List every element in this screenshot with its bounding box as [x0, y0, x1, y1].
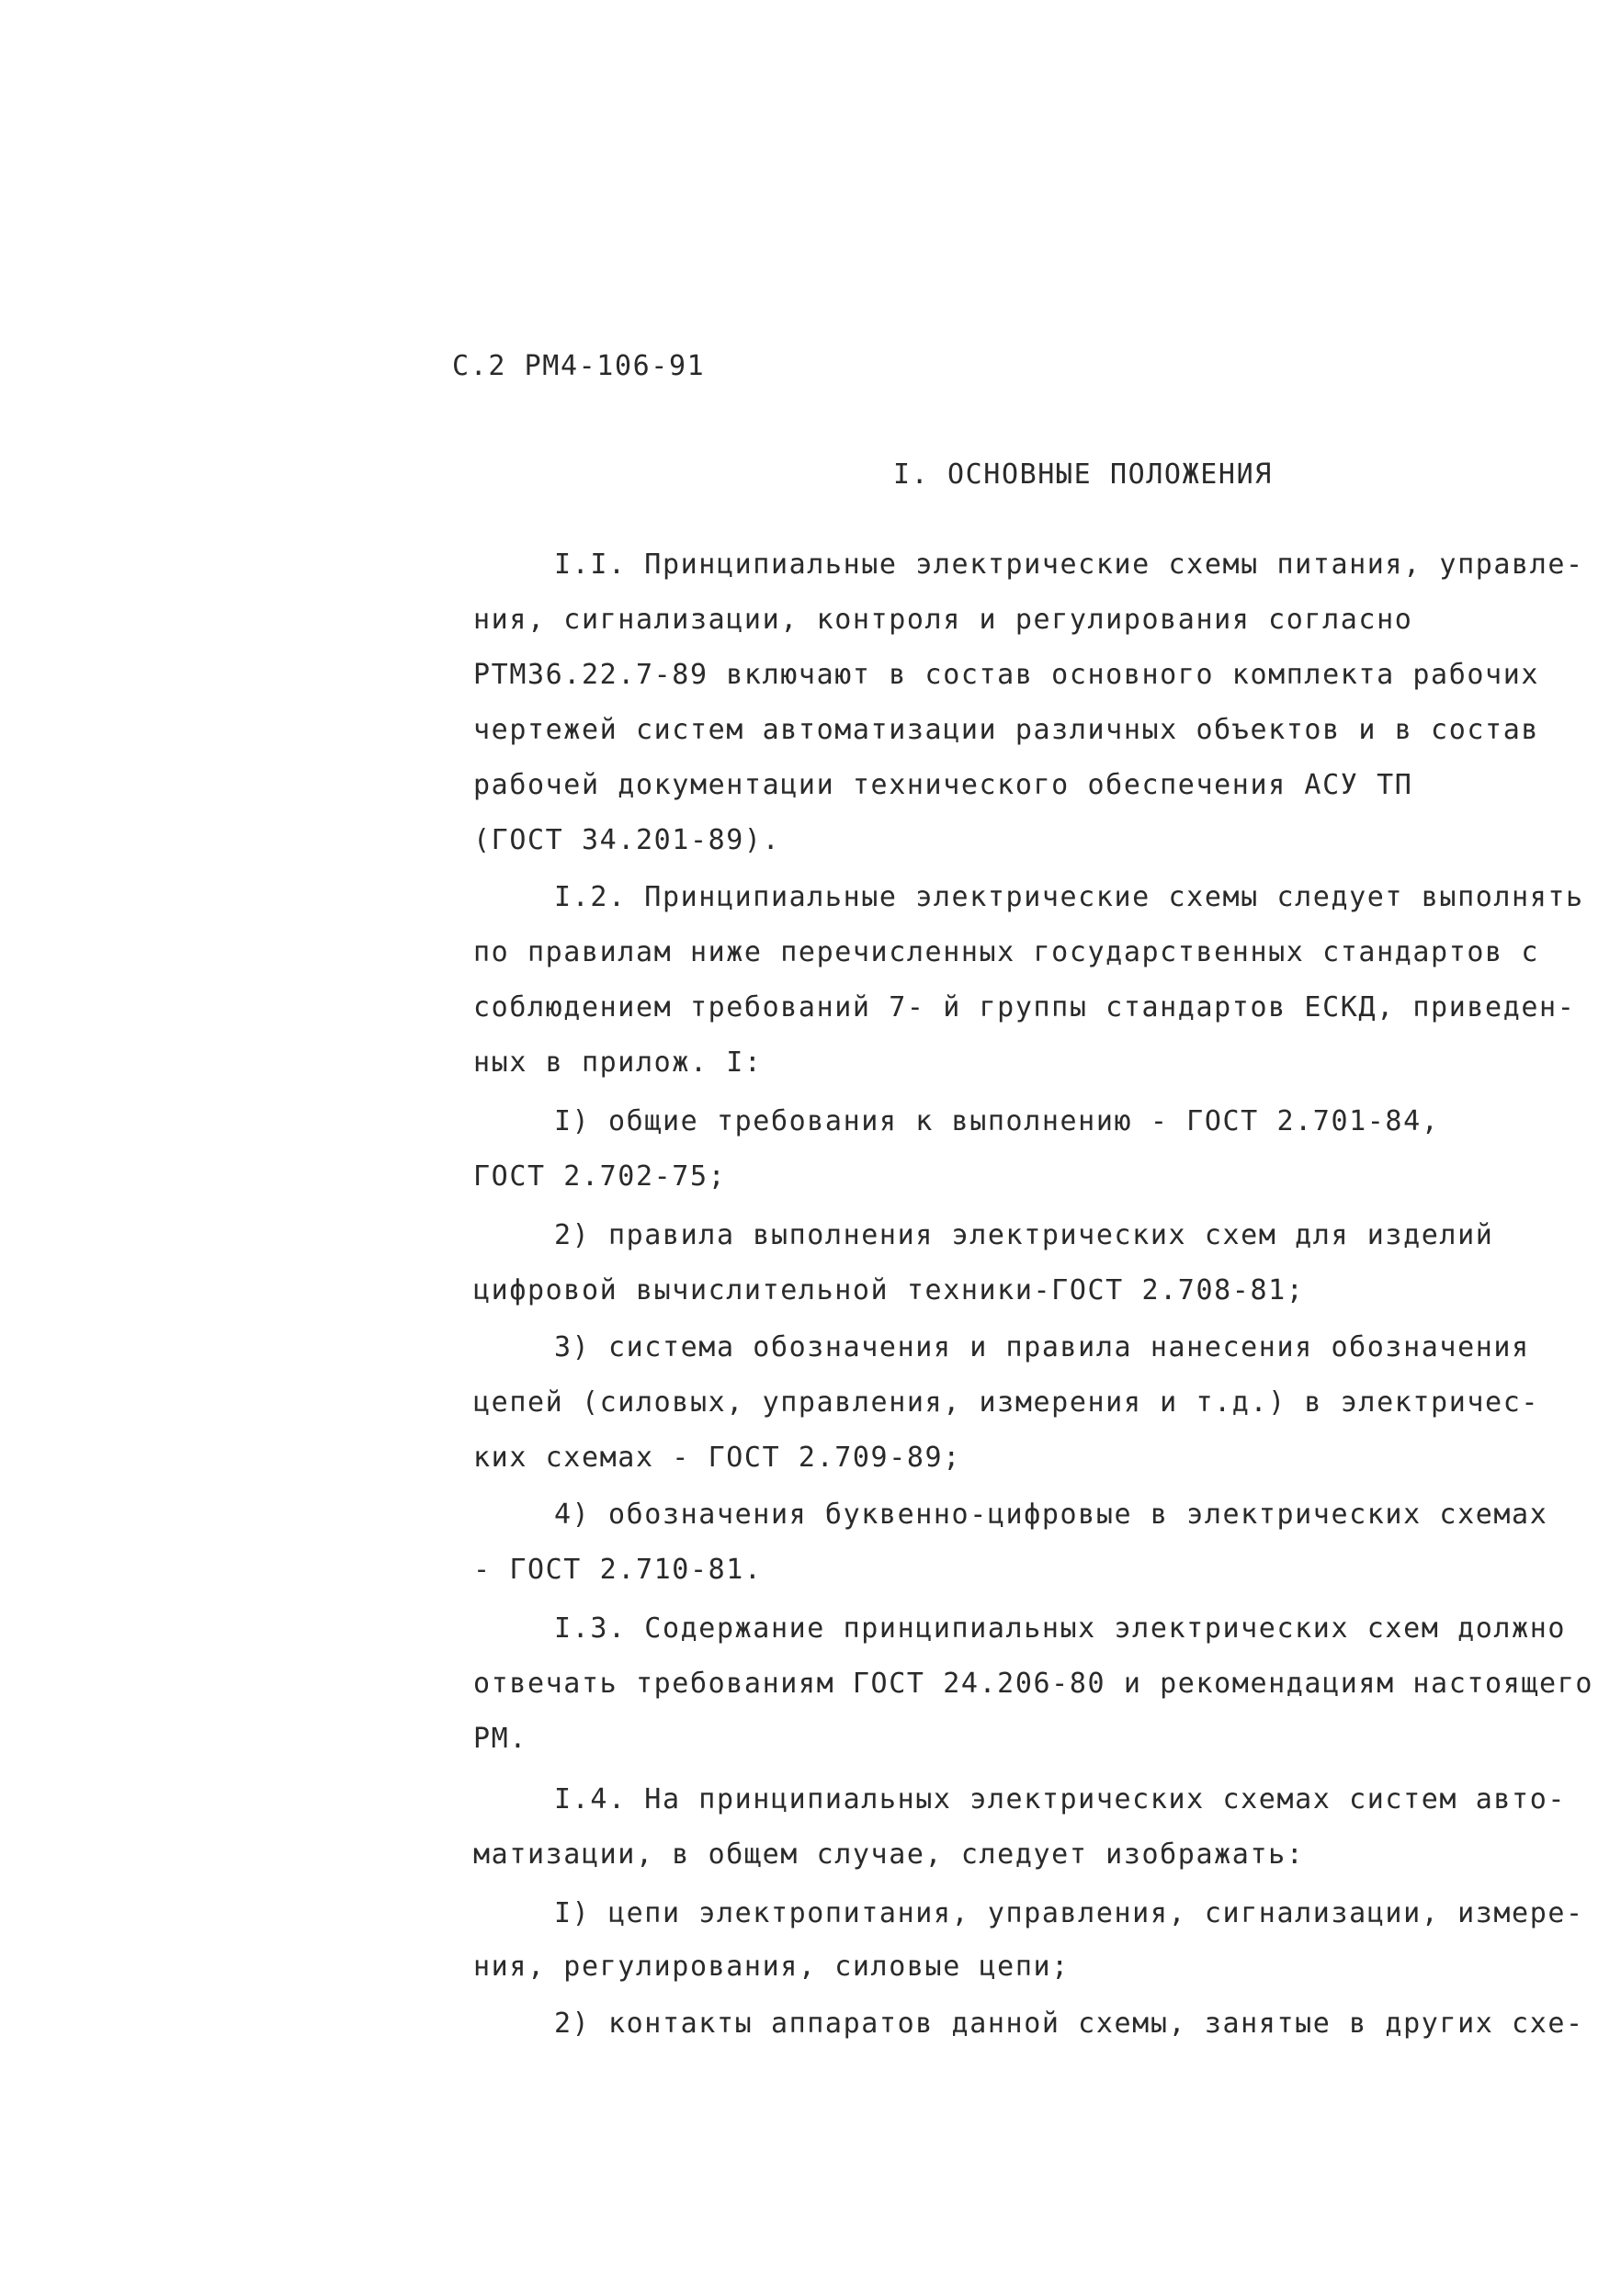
text-line: по правилам ниже перечисленных государственных стандартов с: [473, 936, 1540, 968]
text-line: чертежей систем автоматизации различных объектов и в состав: [473, 714, 1540, 746]
text-line: - ГОСТ 2.710-81.: [473, 1554, 763, 1586]
text-line: цепей (силовых, управления, измерения и т.д.) в электричес-: [473, 1386, 1540, 1419]
section-title: I. ОСНОВНЫЕ ПОЛОЖЕНИЯ: [893, 458, 1273, 491]
text-line: рабочей документации технического обеспечения АСУ ТП: [473, 769, 1413, 801]
text-line: соблюдением требований 7- й группы стандартов ЕСКД, приведен-: [473, 991, 1576, 1024]
text-line: ких схемах - ГОСТ 2.709-89;: [473, 1442, 961, 1474]
text-line: 2) правила выполнения электрических схем для изделий: [554, 1219, 1494, 1251]
text-line: 4) обозначения буквенно-цифровые в электрических схемах: [554, 1499, 1548, 1531]
text-line: ных в прилож. I:: [473, 1046, 763, 1079]
text-line: РМ.: [473, 1723, 527, 1755]
text-line: 2) контакты аппаратов данной схемы, занятые в других схе-: [554, 2008, 1584, 2040]
text-line: отвечать требованиям ГОСТ 24.206-80 и рекомендациям настоящего: [473, 1668, 1594, 1700]
text-line: I.I. Принципиальные электрические схемы питания, управле-: [554, 549, 1584, 581]
text-line: I) общие требования к выполнению - ГОСТ 2.701-84,: [554, 1105, 1440, 1137]
text-line: I) цепи электропитания, управления, сигнализации, измере-: [554, 1897, 1584, 1929]
text-line: 3) система обозначения и правила нанесения обозначения: [554, 1331, 1530, 1363]
text-line: I.4. На принципиальных электрических схемах систем авто-: [554, 1783, 1567, 1815]
page-header: С.2 РМ4-106-91: [452, 350, 706, 382]
text-line: ния, сигнализации, контроля и регулирования согласно: [473, 604, 1413, 636]
text-line: I.3. Содержание принципиальных электрических схем должно: [554, 1612, 1567, 1645]
text-line: (ГОСТ 34.201-89).: [473, 824, 781, 856]
text-line: РТМ36.22.7-89 включают в состав основного комплекта рабочих: [473, 659, 1540, 691]
text-line: ГОСТ 2.702-75;: [473, 1160, 727, 1193]
text-line: I.2. Принципиальные электрические схемы следует выполнять: [554, 881, 1584, 913]
text-line: цифровой вычислительной техники-ГОСТ 2.708-81;: [473, 1274, 1305, 1306]
text-line: ния, регулирования, силовые цепи;: [473, 1951, 1070, 1983]
text-line: матизации, в общем случае, следует изображать:: [473, 1838, 1305, 1871]
